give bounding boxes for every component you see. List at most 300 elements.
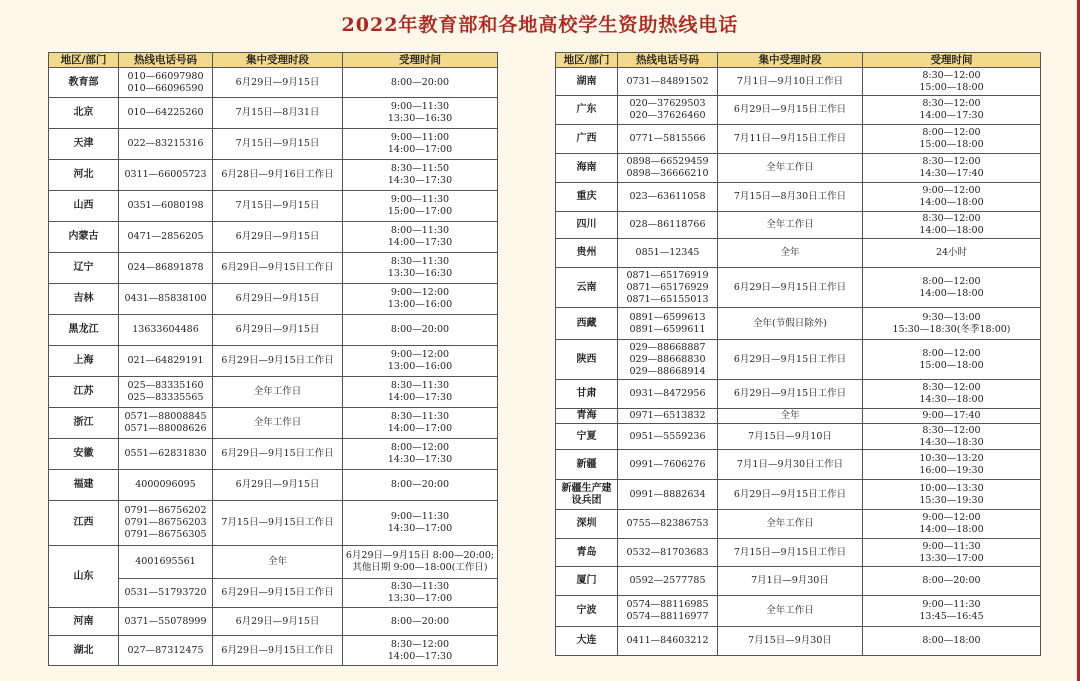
header-period: 集中受理时段 [213, 53, 343, 68]
phone-line: 0891—6599611 [629, 323, 706, 335]
phone-line: 021—64829191 [127, 355, 204, 366]
hours-line: 9:00—11:30 [922, 599, 981, 610]
region-cell: 厦门 [556, 567, 618, 596]
hours-cell [343, 346, 498, 377]
hours-cell [343, 439, 498, 470]
period-cell [718, 424, 863, 450]
period-line: 7月11日—9月15日工作日 [733, 133, 847, 144]
phone-line: 0551—62831830 [124, 448, 207, 459]
table-row [556, 212, 1041, 239]
period-line: 7月15日—9月10日 [748, 430, 832, 442]
phone-cell [618, 212, 718, 239]
phone-line: 0898—66529459 [626, 156, 709, 167]
region-cell: 深圳 [556, 510, 618, 539]
period-line: 7月15日—9月15日 [235, 138, 320, 149]
hours-line: 14:00—18:00 [919, 197, 984, 208]
hours-line: 9:00—11:30 [390, 511, 450, 522]
phone-cell [618, 340, 718, 380]
phone-line: 0411—84603212 [626, 635, 709, 646]
region-cell: 湖北 [49, 636, 119, 666]
period-line: 全年 [267, 556, 287, 567]
period-line: 全年工作日 [766, 219, 814, 230]
hours-cell [863, 239, 1041, 268]
hours-line: 24小时 [935, 247, 968, 258]
table-header-row [49, 53, 498, 68]
table-row [49, 191, 498, 222]
period-line: 7月1日—9月30日工作日 [736, 458, 844, 470]
hours-cell [343, 579, 498, 608]
table-row [556, 409, 1041, 424]
hours-cell [863, 154, 1041, 183]
phone-cell [119, 636, 213, 666]
hours-cell [863, 268, 1041, 308]
table-row [49, 284, 498, 315]
period-line: 7月15日—9月30日 [748, 635, 832, 646]
period-line: 7月1日—9月30日 [751, 575, 829, 586]
hours-cell [343, 222, 498, 253]
phone-line: 0931—8472956 [629, 388, 706, 399]
table-row [49, 253, 498, 284]
region-cell: 重庆 [556, 183, 618, 212]
region-cell: 浙江 [49, 408, 119, 439]
hours-line: 14:30—17:00 [387, 523, 453, 534]
period-cell [213, 408, 343, 439]
phone-line: 027—87312475 [127, 644, 204, 656]
hours-line: 8:30—12:00 [922, 69, 981, 81]
hours-cell [343, 98, 498, 129]
hours-line: 13:30—17:00 [919, 552, 984, 564]
period-line: 全年(节假日除外) [753, 317, 827, 329]
period-cell [213, 470, 343, 501]
period-cell [213, 608, 343, 636]
hours-cell [343, 377, 498, 408]
hours-cell [343, 470, 498, 501]
region-cell: 贵州 [556, 239, 618, 268]
period-cell [718, 627, 863, 656]
hours-cell [863, 308, 1041, 340]
region-cell: 甘肃 [556, 380, 618, 409]
table-row [556, 380, 1041, 409]
table-row [49, 546, 498, 579]
page-title: 2022年教育部和各地高校学生资助热线电话 [341, 14, 739, 36]
table-row [556, 627, 1041, 656]
phone-line: 020—37626460 [629, 110, 706, 121]
period-line: 全年工作日 [766, 162, 814, 173]
phone-cell [119, 608, 213, 636]
hours-cell [863, 380, 1041, 409]
table-row [556, 239, 1041, 268]
period-line: 6月29日—9月15日 [235, 76, 320, 88]
table-row [556, 539, 1041, 567]
hours-line: 13:00—16:00 [387, 299, 453, 310]
phone-line: 0731—84891502 [626, 75, 709, 87]
hours-line: 8:00—20:00 [390, 615, 450, 627]
period-cell [718, 68, 863, 96]
period-line: 6月29日—9月15日工作日 [733, 488, 847, 500]
period-line: 6月29日—9月15日 [235, 615, 320, 627]
hours-line: 14:00—17:00 [387, 144, 453, 155]
region-cell: 教育部 [49, 68, 119, 98]
phone-line: 025—83335160 [127, 380, 204, 391]
period-cell [718, 510, 863, 539]
table-row [556, 596, 1041, 627]
table-row [556, 567, 1041, 596]
region-cell: 西藏 [556, 308, 618, 340]
hours-line: 8:30—11:30 [390, 256, 450, 267]
region-cell: 青岛 [556, 539, 618, 567]
hours-cell [343, 253, 498, 284]
period-cell [213, 284, 343, 315]
table-row [556, 154, 1041, 183]
table-row [49, 346, 498, 377]
phone-line: 010—66097980 [127, 70, 204, 82]
hours-cell [863, 125, 1041, 154]
header-phone: 热线电话号码 [119, 53, 213, 68]
phone-cell [119, 129, 213, 160]
hotline-table-left [48, 52, 498, 666]
hours-line: 15:00—17:00 [387, 206, 453, 217]
hours-cell [863, 183, 1041, 212]
phone-line: 0311—66005723 [124, 169, 207, 180]
phone-cell [618, 268, 718, 308]
region-cell: 四川 [556, 212, 618, 239]
phone-line: 025—83335565 [127, 392, 204, 403]
period-cell [718, 480, 863, 510]
phone-cell [618, 539, 718, 567]
period-line: 6月29日—9月15日工作日 [221, 262, 334, 273]
hours-line: 13:30—16:30 [387, 268, 453, 279]
region-cell: 山西 [49, 191, 119, 222]
table-row [49, 439, 498, 470]
period-line: 全年 [780, 410, 800, 421]
period-line: 6月29日—9月15日工作日 [733, 104, 847, 115]
period-line: 6月29日—9月15日工作日 [733, 353, 847, 365]
phone-cell [618, 450, 718, 480]
phone-cell [119, 546, 213, 579]
hours-cell [863, 340, 1041, 380]
period-line: 6月29日—9月15日工作日 [221, 355, 334, 366]
phone-cell [618, 96, 718, 125]
hours-line: 14:30—18:00 [919, 394, 984, 405]
phone-cell [119, 408, 213, 439]
region-cell: 宁夏 [556, 424, 618, 450]
phone-line: 0771—5815566 [629, 133, 706, 144]
period-cell [213, 579, 343, 608]
phone-line: 0574—88116985 [626, 599, 709, 610]
hours-line: 8:00—12:00 [390, 442, 450, 453]
phone-cell [618, 409, 718, 424]
phone-line: 028—86118766 [629, 219, 706, 230]
hours-line: 14:30—17:30 [387, 454, 453, 465]
phone-line: 0351—6080198 [127, 200, 204, 211]
table-row [49, 501, 498, 546]
hours-line: 9:00—11:30 [390, 101, 450, 112]
hours-line: 14:00—17:30 [387, 392, 453, 403]
phone-line: 0871—65176929 [626, 281, 709, 293]
phone-cell [618, 308, 718, 340]
header-region: 地区/部门 [556, 53, 618, 68]
period-cell [213, 377, 343, 408]
region-cell: 辽宁 [49, 253, 119, 284]
phone-cell [618, 154, 718, 183]
region-cell: 宁波 [556, 596, 618, 627]
hours-line: 14:30—17:30 [387, 175, 453, 186]
phone-cell [119, 579, 213, 608]
phone-cell [119, 253, 213, 284]
period-cell [213, 346, 343, 377]
hours-line: 13:00—16:00 [387, 361, 453, 372]
table-row [49, 608, 498, 636]
hours-line: 14:00—18:00 [919, 524, 984, 535]
hours-line: 13:45—16:45 [919, 611, 984, 622]
hours-line: 6月29日—9月15日 8:00—20:00; [345, 550, 495, 561]
period-cell [718, 409, 863, 424]
hours-line: 8:00—20:00 [922, 575, 981, 586]
header-hours: 受理时间 [863, 53, 1041, 68]
table-header-row [556, 53, 1041, 68]
phone-line: 0571—88008845 [124, 411, 207, 422]
phone-cell [618, 627, 718, 656]
hours-line: 9:00—12:00 [922, 185, 981, 196]
phone-cell [119, 439, 213, 470]
region-cell: 安徽 [49, 439, 119, 470]
period-cell [718, 183, 863, 212]
header-phone: 热线电话号码 [618, 53, 718, 68]
period-cell [213, 501, 343, 546]
hours-line: 14:00—17:30 [387, 650, 453, 662]
phone-cell [119, 98, 213, 129]
phone-line: 0571—88008626 [124, 423, 207, 434]
period-line: 6月29日—9月15日工作日 [733, 388, 847, 399]
phone-line: 029—88668887 [629, 341, 706, 353]
phone-cell [119, 222, 213, 253]
hours-line: 9:00—12:00 [922, 512, 981, 523]
hours-line: 8:30—12:00 [922, 382, 981, 393]
table-row [49, 377, 498, 408]
hours-line: 9:30—13:00 [922, 311, 981, 323]
hours-line: 9:00—11:30 [390, 194, 450, 205]
hours-line: 15:00—18:00 [919, 81, 984, 93]
table-row [49, 129, 498, 160]
phone-cell [119, 191, 213, 222]
period-cell [718, 154, 863, 183]
phone-line: 010—64225260 [127, 107, 204, 118]
table-row [556, 480, 1041, 510]
phone-cell [618, 480, 718, 510]
phone-line: 0791—86756305 [124, 529, 207, 540]
period-cell [213, 129, 343, 160]
period-line: 6月29日—9月15日工作日 [221, 587, 334, 598]
table-row [556, 340, 1041, 380]
phone-cell [119, 501, 213, 546]
region-cell: 新疆 [556, 450, 618, 480]
hours-cell [863, 68, 1041, 96]
period-cell [718, 596, 863, 627]
table-row [556, 96, 1041, 125]
hotline-table-right [555, 52, 1041, 656]
hours-cell [343, 408, 498, 439]
hours-cell [343, 315, 498, 346]
phone-cell [618, 596, 718, 627]
region-cell: 青海 [556, 409, 618, 424]
hours-line: 13:30—16:30 [387, 113, 453, 124]
hours-line: 10:30—13:20 [919, 452, 984, 464]
period-cell [213, 222, 343, 253]
region-cell: 北京 [49, 98, 119, 129]
hours-line: 13:30—17:00 [387, 593, 453, 604]
phone-line: 0791—86756203 [124, 517, 207, 528]
table-row [556, 450, 1041, 480]
hours-cell [863, 212, 1041, 239]
period-line: 7月15日—9月15日 [235, 200, 320, 211]
table-row [49, 636, 498, 666]
table-row [49, 160, 498, 191]
hours-line: 14:00—17:30 [919, 110, 984, 121]
period-cell [718, 125, 863, 154]
hours-line: 8:00—20:00 [390, 76, 450, 88]
period-line: 7月15日—8月31日 [235, 107, 320, 118]
hours-line: 8:30—12:00 [922, 156, 981, 167]
region-cell: 河南 [49, 608, 119, 636]
hours-line: 8:30—11:30 [390, 380, 450, 391]
table-row [49, 470, 498, 501]
hours-line: 15:00—18:00 [919, 359, 984, 371]
hours-cell [863, 510, 1041, 539]
hours-line: 14:00—17:00 [387, 423, 453, 434]
period-line: 6月29日—9月15日工作日 [221, 448, 334, 459]
period-cell [213, 98, 343, 129]
region-cell: 海南 [556, 154, 618, 183]
table-row [556, 510, 1041, 539]
phone-line: 024—86891878 [127, 262, 204, 273]
period-cell [213, 439, 343, 470]
table-row [49, 315, 498, 346]
hours-line: 8:00—11:30 [390, 225, 450, 236]
hours-line: 14:00—17:30 [387, 237, 453, 248]
phone-line: 022—83215316 [127, 138, 204, 149]
hours-cell [863, 567, 1041, 596]
hours-line: 9:00—11:00 [390, 132, 450, 143]
period-cell [718, 340, 863, 380]
region-cell: 福建 [49, 470, 119, 501]
phone-line: 0531—51793720 [124, 587, 207, 598]
header-period: 集中受理时段 [718, 53, 863, 68]
hours-line: 8:30—11:50 [390, 163, 450, 174]
hours-cell [863, 539, 1041, 567]
phone-line: 0471—2856205 [127, 231, 204, 242]
hours-cell [343, 68, 498, 98]
phone-line: 0371—55078999 [124, 615, 207, 627]
hours-line: 8:30—12:00 [922, 424, 981, 436]
table-row [556, 68, 1041, 96]
phone-line: 0871—65155013 [626, 293, 709, 305]
phone-cell [119, 346, 213, 377]
period-line: 6月29日—9月15日 [235, 231, 320, 242]
hours-line: 8:00—12:00 [922, 347, 981, 359]
period-cell [718, 380, 863, 409]
period-line: 全年工作日 [766, 518, 814, 529]
hours-line: 8:00—20:00 [390, 479, 450, 490]
region-cell: 山东 [49, 546, 119, 608]
phone-cell [119, 377, 213, 408]
period-cell [718, 308, 863, 340]
region-cell: 新疆生产建设兵团 [556, 480, 618, 510]
table-row [556, 183, 1041, 212]
hours-line: 15:30—18:30(冬季18:00) [892, 323, 1011, 335]
hours-line: 8:30—12:00 [390, 638, 450, 650]
hours-cell [863, 424, 1041, 450]
period-line: 6月29日—9月15日 [235, 293, 320, 304]
phone-line: 0755—82386753 [626, 518, 709, 529]
phone-line: 13633604486 [132, 324, 199, 335]
region-cell: 黑龙江 [49, 315, 119, 346]
phone-line: 020—37629503 [629, 98, 706, 109]
phone-line: 0574—88116977 [626, 611, 709, 622]
phone-cell [618, 68, 718, 96]
hours-cell [863, 596, 1041, 627]
phone-line: 0951—5559236 [629, 430, 706, 442]
phone-cell [618, 239, 718, 268]
hours-cell [343, 636, 498, 666]
period-cell [718, 539, 863, 567]
region-cell: 吉林 [49, 284, 119, 315]
table-row [49, 68, 498, 98]
period-line: 6月29日—9月15日工作日 [733, 281, 847, 293]
table-row [49, 98, 498, 129]
phone-line: 0971—6513832 [629, 410, 706, 421]
table-row [556, 268, 1041, 308]
hours-line: 9:00—12:00 [390, 349, 450, 360]
phone-cell [119, 160, 213, 191]
hours-cell [343, 284, 498, 315]
region-cell: 广西 [556, 125, 618, 154]
hours-line: 9:00—11:30 [922, 540, 981, 552]
phone-line: 0891—6599613 [629, 311, 706, 323]
hours-line: 14:30—17:40 [919, 168, 984, 179]
period-cell [213, 253, 343, 284]
period-cell [213, 68, 343, 98]
period-line: 全年工作日 [766, 605, 814, 616]
phone-cell [119, 315, 213, 346]
region-cell: 江苏 [49, 377, 119, 408]
hours-cell [343, 191, 498, 222]
hours-line: 10:00—13:30 [919, 482, 984, 494]
period-cell [718, 239, 863, 268]
hours-line: 8:30—11:30 [390, 581, 450, 592]
table-row [49, 408, 498, 439]
phone-line: 0592—2577785 [629, 575, 706, 586]
phone-cell [119, 470, 213, 501]
period-line: 全年工作日 [253, 417, 302, 428]
phone-line: 029—88668914 [629, 365, 706, 377]
region-cell: 内蒙古 [49, 222, 119, 253]
hours-cell [343, 501, 498, 546]
phone-line: 4001695561 [135, 556, 196, 567]
period-cell [718, 212, 863, 239]
hours-cell [863, 480, 1041, 510]
hours-line: 9:00—17:40 [922, 410, 981, 421]
period-line: 6月29日—9月15日 [235, 479, 320, 490]
hours-line: 16:00—19:30 [919, 464, 984, 476]
phone-line: 0991—8882634 [629, 488, 706, 500]
phone-line: 0991—7606276 [629, 458, 706, 470]
period-cell [213, 191, 343, 222]
region-cell: 河北 [49, 160, 119, 191]
hours-line: 14:00—18:00 [919, 225, 984, 236]
period-cell [213, 546, 343, 579]
hours-line: 其他日期 9:00—18:00(工作日) [352, 562, 488, 573]
phone-cell [618, 424, 718, 450]
